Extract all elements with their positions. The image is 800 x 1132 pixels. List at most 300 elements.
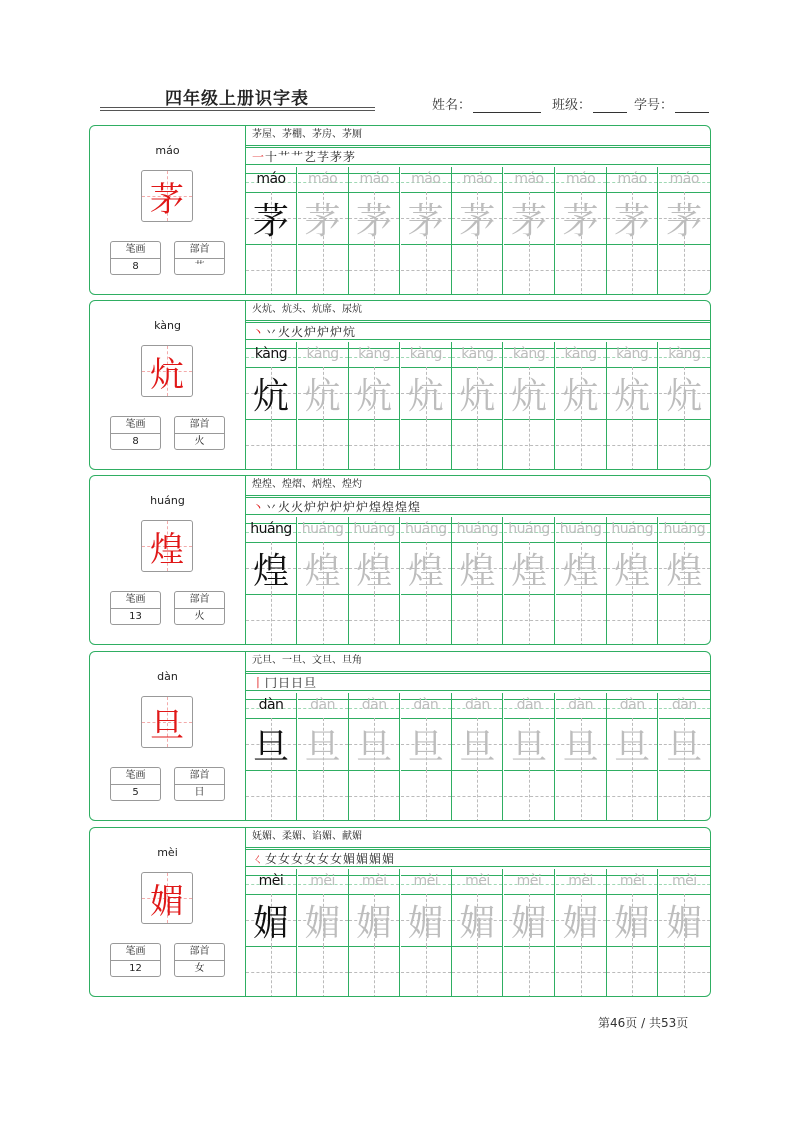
empty-writing-box[interactable] [298, 946, 348, 997]
stroke-count-box [110, 591, 161, 625]
stroke-sequence [252, 323, 356, 340]
writing-box[interactable] [607, 192, 657, 245]
character-trace: 炕 [666, 375, 703, 417]
character-trace: 茅 [304, 200, 341, 242]
writing-box[interactable] [298, 192, 348, 245]
stroke-first: 一 [252, 150, 266, 164]
stroke-order-row [246, 847, 710, 869]
stroke-count-value: 12 [129, 963, 142, 974]
stroke-count-value: 5 [132, 787, 139, 798]
pinyin-trace: máo [307, 171, 338, 187]
character-box [141, 345, 193, 397]
character-large: 茅 [150, 179, 184, 220]
practice-cell[interactable] [298, 517, 349, 645]
empty-writing-box[interactable] [556, 419, 606, 470]
stroke-count-label: 笔画 [111, 417, 160, 434]
writing-box[interactable] [298, 718, 348, 771]
practice-area [246, 126, 710, 294]
character-model: 炕 [252, 375, 289, 417]
character-model: 茅 [252, 200, 289, 242]
writing-box[interactable] [452, 367, 502, 420]
practice-cell[interactable] [452, 869, 503, 997]
character-info [90, 652, 246, 820]
practice-cell[interactable] [298, 342, 349, 470]
practice-cell[interactable] [659, 517, 710, 645]
pinyin-trace: dàn [516, 697, 542, 713]
empty-writing-box[interactable] [659, 946, 710, 997]
writing-box[interactable] [349, 894, 399, 947]
writing-box[interactable] [401, 542, 451, 595]
empty-writing-box[interactable] [401, 419, 451, 470]
practice-cell[interactable] [298, 167, 349, 295]
practice-cell[interactable] [246, 693, 297, 821]
stroke-sequence [252, 850, 395, 867]
empty-writing-box[interactable] [298, 244, 348, 295]
page-title: 四年级上册识字表 [165, 89, 309, 109]
empty-writing-box[interactable] [298, 419, 348, 470]
empty-writing-box[interactable] [556, 244, 606, 295]
radical-value: 女 [194, 963, 205, 974]
pinyin-trace: dàn [361, 697, 387, 713]
writing-box[interactable] [504, 542, 554, 595]
pinyin-trace: mèi [671, 873, 697, 889]
writing-box[interactable] [349, 192, 399, 245]
practice-cell[interactable] [298, 869, 349, 997]
writing-box[interactable] [556, 367, 606, 420]
pinyin-trace: huáng [301, 521, 344, 537]
example-words: 元旦、一旦、文旦、旦角 [246, 652, 710, 672]
empty-writing-box[interactable] [504, 419, 554, 470]
practice-cell[interactable] [349, 342, 400, 470]
character-large: 煌 [150, 529, 184, 570]
empty-writing-box[interactable] [246, 419, 296, 470]
practice-cell[interactable] [607, 342, 658, 470]
character-trace: 煌 [666, 550, 703, 592]
empty-writing-box[interactable] [349, 419, 399, 470]
pinyin-trace: huáng [353, 521, 395, 537]
pinyin-trace: mèi [619, 873, 645, 889]
radical-value: 火 [194, 436, 205, 447]
student-number-field[interactable] [634, 94, 709, 113]
pinyin-model: kàng [254, 346, 288, 362]
pinyin-trace: mèi [465, 873, 490, 889]
practice-cell[interactable] [659, 869, 710, 997]
stroke-sequence [252, 148, 356, 165]
character-trace: 煌 [614, 550, 651, 592]
stroke-order-row [246, 671, 710, 693]
pinyin-trace: dàn [568, 697, 594, 713]
character-trace: 媚 [407, 902, 444, 944]
character-info [90, 126, 246, 294]
empty-writing-box[interactable] [349, 594, 399, 645]
writing-box[interactable] [556, 894, 606, 947]
radical-label: 部首 [175, 592, 224, 609]
name-blank[interactable] [473, 98, 541, 113]
character-trace: 煌 [407, 550, 444, 592]
character-pinyin: máo [155, 144, 180, 157]
empty-writing-box[interactable] [452, 244, 502, 295]
pinyin-trace: kàng [668, 346, 701, 362]
character-trace: 旦 [562, 726, 599, 768]
writing-box[interactable] [556, 542, 606, 595]
practice-cell[interactable] [246, 167, 297, 295]
empty-writing-box[interactable] [504, 244, 554, 295]
writing-box[interactable] [659, 192, 710, 245]
character-card [89, 300, 711, 470]
class-field[interactable] [552, 94, 627, 113]
practice-grid [246, 693, 710, 821]
character-trace: 茅 [614, 200, 651, 242]
writing-box[interactable] [401, 718, 451, 771]
writing-box[interactable] [246, 367, 296, 420]
empty-writing-box[interactable] [659, 419, 710, 470]
example-words: 茅屋、茅棚、茅房、茅厕 [246, 126, 710, 146]
pinyin-trace: kàng [358, 346, 391, 362]
character-trace: 炕 [510, 375, 547, 417]
radical-box [174, 767, 225, 801]
pinyin-trace: mèi [413, 873, 439, 889]
title-underline [100, 110, 375, 111]
writing-box[interactable] [349, 718, 399, 771]
pinyin-model: dàn [258, 697, 284, 713]
worksheet-header [0, 0, 800, 120]
character-trace: 旦 [510, 726, 547, 768]
empty-writing-box[interactable] [298, 594, 348, 645]
character-box [141, 872, 193, 924]
character-trace: 媚 [356, 902, 393, 944]
character-trace: 煌 [356, 550, 393, 592]
radical-box [174, 943, 225, 977]
writing-box[interactable] [401, 367, 451, 420]
practice-cell[interactable] [401, 517, 452, 645]
writing-box[interactable] [246, 192, 296, 245]
pinyin-trace: mèi [568, 873, 593, 889]
character-trace: 茅 [356, 200, 393, 242]
practice-cell[interactable] [401, 693, 452, 821]
pinyin-trace: máo [359, 171, 389, 187]
empty-writing-box[interactable] [452, 770, 502, 821]
practice-cell[interactable] [349, 517, 400, 645]
pinyin-trace: máo [669, 171, 699, 187]
stroke-first: 丶 [252, 500, 266, 514]
page-number: 第46页 / 共53页 [598, 1016, 689, 1030]
stroke-rest: 女女女女女女媚媚媚媚 [265, 852, 396, 866]
stroke-count-box [110, 943, 161, 977]
writing-box[interactable] [298, 367, 348, 420]
empty-writing-box[interactable] [452, 946, 502, 997]
stroke-sequence [252, 498, 421, 515]
stroke-count-value: 13 [129, 611, 142, 622]
character-trace: 茅 [510, 200, 547, 242]
character-trace: 煌 [510, 550, 547, 592]
writing-box[interactable] [298, 542, 348, 595]
character-trace: 媚 [304, 902, 341, 944]
practice-area [246, 301, 710, 469]
pinyin-trace: kàng [512, 346, 546, 362]
practice-cell[interactable] [556, 869, 607, 997]
empty-writing-box[interactable] [452, 594, 502, 645]
empty-writing-box[interactable] [659, 594, 710, 645]
character-box [141, 170, 193, 222]
writing-box[interactable] [504, 718, 554, 771]
radical-label: 部首 [175, 417, 224, 434]
stroke-sequence [252, 674, 317, 691]
writing-box[interactable] [607, 367, 657, 420]
pinyin-trace: máo [565, 171, 596, 187]
stroke-count-label: 笔画 [111, 242, 160, 259]
practice-cell[interactable] [246, 869, 297, 997]
practice-cell[interactable] [556, 693, 607, 821]
character-box [141, 696, 193, 748]
name-label: 姓名： [432, 98, 472, 113]
writing-box[interactable] [504, 192, 554, 245]
writing-box[interactable] [452, 894, 502, 947]
writing-box[interactable] [659, 718, 710, 771]
practice-cell[interactable] [607, 693, 658, 821]
practice-cell[interactable] [452, 693, 503, 821]
practice-cell[interactable] [349, 167, 400, 295]
character-trace: 茅 [407, 200, 444, 242]
practice-cell[interactable] [452, 342, 503, 470]
pinyin-trace: dàn [464, 697, 490, 713]
character-card [89, 475, 711, 645]
practice-cell[interactable] [401, 869, 452, 997]
character-large: 炕 [150, 354, 184, 395]
pinyin-model: mèi [258, 873, 284, 889]
writing-box[interactable] [607, 542, 657, 595]
character-info [90, 828, 246, 996]
practice-cell[interactable] [246, 342, 297, 470]
name-field[interactable] [432, 94, 541, 113]
pinyin-trace: huáng [456, 521, 499, 537]
class-label: 班级： [552, 98, 592, 113]
writing-box[interactable] [452, 192, 502, 245]
empty-writing-box[interactable] [659, 770, 710, 821]
empty-writing-box[interactable] [607, 419, 657, 470]
radical-box [174, 241, 225, 275]
empty-writing-box[interactable] [349, 770, 399, 821]
empty-writing-box[interactable] [401, 946, 451, 997]
writing-box[interactable] [659, 894, 710, 947]
practice-area [246, 476, 710, 644]
writing-box[interactable] [607, 894, 657, 947]
practice-cell[interactable] [659, 167, 710, 295]
pinyin-trace: huáng [508, 521, 550, 537]
practice-cell[interactable] [452, 517, 503, 645]
character-trace: 茅 [666, 200, 703, 242]
writing-box[interactable] [504, 894, 554, 947]
character-trace: 煌 [304, 550, 341, 592]
practice-cell[interactable] [607, 517, 658, 645]
example-words: 妩媚、柔媚、谄媚、献媚 [246, 828, 710, 848]
stroke-rest: 冂日日旦 [265, 676, 318, 690]
pinyin-trace: kàng [564, 346, 597, 362]
practice-area [246, 828, 710, 996]
writing-box[interactable] [401, 192, 451, 245]
pinyin-trace: kàng [461, 346, 494, 362]
character-info [90, 301, 246, 469]
empty-writing-box[interactable] [246, 244, 296, 295]
pinyin-trace: mèi [361, 873, 387, 889]
practice-cell[interactable] [556, 342, 607, 470]
student-number-blank[interactable] [675, 98, 709, 113]
empty-writing-box[interactable] [607, 244, 657, 295]
empty-writing-box[interactable] [504, 594, 554, 645]
empty-writing-box[interactable] [607, 946, 657, 997]
character-trace: 煌 [562, 550, 599, 592]
character-card [89, 125, 711, 295]
pinyin-trace: huáng [663, 521, 706, 537]
practice-cell[interactable] [504, 869, 555, 997]
example-words: 火炕、炕头、炕席、尿炕 [246, 301, 710, 321]
stroke-rest: 十艹艹艺芓茅茅 [265, 150, 357, 164]
character-pinyin: dàn [157, 670, 178, 683]
class-blank[interactable] [593, 98, 627, 113]
character-model: 媚 [252, 902, 289, 944]
writing-box[interactable] [452, 718, 502, 771]
writing-box[interactable] [246, 542, 296, 595]
character-card [89, 651, 711, 821]
practice-cell[interactable] [452, 167, 503, 295]
practice-cell[interactable] [659, 693, 710, 821]
pinyin-trace: huáng [611, 521, 653, 537]
practice-cell[interactable] [504, 167, 555, 295]
stroke-count-label: 笔画 [111, 768, 160, 785]
empty-writing-box[interactable] [556, 770, 606, 821]
empty-writing-box[interactable] [556, 946, 606, 997]
character-info [90, 476, 246, 644]
character-trace: 炕 [356, 375, 393, 417]
empty-writing-box[interactable] [659, 244, 710, 295]
stroke-count-label: 笔画 [111, 592, 160, 609]
pinyin-trace: dàn [671, 697, 697, 713]
writing-box[interactable] [607, 718, 657, 771]
example-words: 煌煌、煌熠、炳煌、煌灼 [246, 476, 710, 496]
stroke-rest: 丷火火炉炉炉炉炉煌煌煌煌 [265, 500, 422, 514]
empty-writing-box[interactable] [556, 594, 606, 645]
stroke-first: 丨 [252, 676, 266, 690]
character-pinyin: huáng [150, 494, 185, 507]
character-trace: 媚 [614, 902, 651, 944]
writing-box[interactable] [504, 367, 554, 420]
empty-writing-box[interactable] [607, 770, 657, 821]
writing-box[interactable] [452, 542, 502, 595]
writing-box[interactable] [556, 192, 606, 245]
writing-box[interactable] [556, 718, 606, 771]
writing-box[interactable] [246, 894, 296, 947]
practice-cell[interactable] [504, 342, 555, 470]
empty-writing-box[interactable] [401, 594, 451, 645]
practice-cell[interactable] [246, 517, 297, 645]
character-trace: 媚 [562, 902, 599, 944]
empty-writing-box[interactable] [349, 946, 399, 997]
pinyin-trace: dàn [413, 697, 439, 713]
radical-box [174, 591, 225, 625]
character-trace: 炕 [459, 375, 496, 417]
writing-box[interactable] [349, 542, 399, 595]
pinyin-model: máo [256, 171, 286, 187]
empty-writing-box[interactable] [349, 244, 399, 295]
empty-writing-box[interactable] [504, 946, 554, 997]
title-underline [100, 107, 375, 108]
stroke-count-value: 8 [132, 436, 139, 447]
radical-box [174, 416, 225, 450]
practice-area [246, 652, 710, 820]
practice-cell[interactable] [607, 869, 658, 997]
pinyin-trace: mèi [516, 873, 542, 889]
practice-cell[interactable] [556, 517, 607, 645]
character-box [141, 520, 193, 572]
practice-cell[interactable] [659, 342, 710, 470]
character-trace: 旦 [356, 726, 393, 768]
practice-cell[interactable] [349, 869, 400, 997]
radical-label: 部首 [175, 944, 224, 961]
practice-cell[interactable] [504, 693, 555, 821]
practice-cell[interactable] [556, 167, 607, 295]
practice-cell[interactable] [504, 517, 555, 645]
empty-writing-box[interactable] [246, 594, 296, 645]
practice-cell[interactable] [298, 693, 349, 821]
practice-cell[interactable] [607, 167, 658, 295]
stroke-count-value: 8 [132, 261, 139, 272]
empty-writing-box[interactable] [452, 419, 502, 470]
character-model: 旦 [252, 726, 289, 768]
pinyin-trace: kàng [306, 346, 339, 362]
pinyin-model: huáng [250, 521, 292, 537]
writing-box[interactable] [246, 718, 296, 771]
character-trace: 炕 [407, 375, 444, 417]
practice-cell[interactable] [349, 693, 400, 821]
character-card [89, 827, 711, 997]
pinyin-trace: máo [514, 171, 544, 187]
empty-writing-box[interactable] [401, 244, 451, 295]
pinyin-trace: kàng [616, 346, 649, 362]
radical-label: 部首 [175, 242, 224, 259]
writing-box[interactable] [659, 542, 710, 595]
pinyin-trace: huáng [405, 521, 447, 537]
practice-grid [246, 869, 710, 997]
character-trace: 炕 [614, 375, 651, 417]
practice-cell[interactable] [401, 167, 452, 295]
stroke-count-label: 笔画 [111, 944, 160, 961]
radical-label: 部首 [175, 768, 224, 785]
practice-cell[interactable] [401, 342, 452, 470]
character-trace: 炕 [304, 375, 341, 417]
character-trace: 旦 [407, 726, 444, 768]
pinyin-trace: huáng [559, 521, 602, 537]
writing-box[interactable] [298, 894, 348, 947]
empty-writing-box[interactable] [504, 770, 554, 821]
stroke-order-row [246, 320, 710, 342]
writing-box[interactable] [401, 894, 451, 947]
character-pinyin: mèi [157, 846, 178, 859]
writing-box[interactable] [349, 367, 399, 420]
pinyin-trace: kàng [409, 346, 442, 362]
writing-box[interactable] [659, 367, 710, 420]
pinyin-trace: mèi [310, 873, 335, 889]
empty-writing-box[interactable] [607, 594, 657, 645]
pinyin-trace: dàn [619, 697, 645, 713]
empty-writing-box[interactable] [401, 770, 451, 821]
pinyin-trace: máo [617, 171, 647, 187]
stroke-order-row [246, 145, 710, 167]
empty-writing-box[interactable] [246, 946, 296, 997]
empty-writing-box[interactable] [246, 770, 296, 821]
character-pinyin: kàng [154, 319, 181, 332]
character-trace: 炕 [562, 375, 599, 417]
character-trace: 煌 [459, 550, 496, 592]
empty-writing-box[interactable] [298, 770, 348, 821]
